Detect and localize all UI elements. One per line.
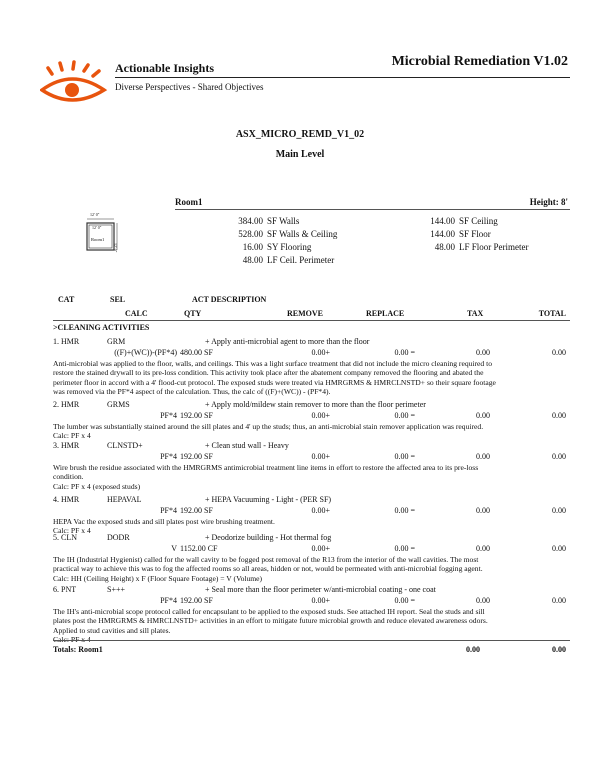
item-remove: 0.00+ [311,348,330,357]
room-divider [175,209,570,210]
item-qty: 192.00 SF [180,411,213,420]
item-qty: 192.00 SF [180,596,213,605]
item-replace: 0.00 = [394,596,415,605]
item-total: 0.00 [552,348,566,357]
item-note-line: Calc: HH (Ceiling Height) x F (Floor Square Footage) = V (Volume) [53,573,263,583]
item-number: 2. HMR [53,400,80,409]
item-total: 0.00 [552,452,566,461]
item-description: + Apply anti-microbial agent to more than the floor [205,337,370,346]
item-total: 0.00 [552,411,566,420]
item-note-line: The IH (Industrial Hygienist) called for the wall cavity to be fogged post removal of the R13 from the interior of the wall cavities. The most [53,555,479,564]
col-header-qty: QTY [184,309,202,318]
company-tagline: Diverse Perspectives - Shared Objectives [115,82,264,92]
item-note-line: condition. [53,472,84,482]
item-number: 6. PNT [53,585,77,594]
item-replace: 0.00 = [394,506,415,515]
item-total: 0.00 [552,544,566,553]
item-number: 4. HMR [53,495,80,504]
item-description: + Apply mold/mildew stain remover to more than the floor perimeter [205,400,426,409]
item-number: 5. CLN [53,533,77,542]
item-replace: 0.00 = [394,411,415,420]
item-note-line: Calc: PF x 4 [53,526,91,536]
stat-unit: LF Ceil. Perimeter [267,255,335,265]
item-qty: 480.00 SF [180,348,213,357]
item-note-line: plates post the HMRGRMS & HMRCLNSTD+ activities in an effort to mitigate future microbial growth and reduce elevated awareness odors. [53,616,488,626]
item-replace: 0.00 = [394,452,415,461]
section-title: >CLEANING ACTIVITIES [53,323,150,332]
item-remove: 0.00+ [311,452,330,461]
col-header-calc: CALC [125,309,148,318]
item-description: + Deodorize building - Hot thermal fog [205,533,332,542]
header-divider [115,77,570,78]
totals-total: 0.00 [552,645,566,654]
item-remove: 0.00+ [311,544,330,553]
item-calc: PF*4 [160,596,177,605]
company-logo [40,60,108,108]
item-total: 0.00 [552,596,566,605]
column-header-divider [53,320,570,321]
stat-unit: SY Flooring [267,242,312,252]
stat-unit: SF Walls [267,216,300,226]
item-number: 1. HMR [53,337,80,346]
item-note-line: was removed via the PF*4 aspect of the calculation. Thus, the calc of ((F)+(WC)) - (PF*4). [53,387,331,397]
stat-value: 144.00 [430,216,455,226]
item-calc: PF*4 [160,506,177,515]
item-selector: GRMS [107,400,130,409]
col-header-cat: CAT [58,295,75,304]
stat-unit: SF Ceiling [459,216,498,226]
item-remove: 0.00+ [311,411,330,420]
stat-value: 528.00 [238,229,263,239]
item-calc: PF*4 [160,452,177,461]
stat-value: 16.00 [242,242,263,252]
item-selector: HEPAVAL [107,495,142,504]
estimate-name: ASX_MICRO_REMD_V1_02 [235,129,365,140]
item-remove: 0.00+ [311,506,330,515]
item-calc: ((F)+(WC))-(PF*4) [114,348,177,357]
item-remove: 0.00+ [311,596,330,605]
item-tax: 0.00 [476,544,490,553]
col-header-act-desc: ACT DESCRIPTION [192,295,267,304]
item-tax: 0.00 [476,411,490,420]
item-total: 0.00 [552,506,566,515]
col-header-sel: SEL [110,295,126,304]
item-tax: 0.00 [476,452,490,461]
item-description: + Seal more than the floor perimeter w/anti-microbial coating - one coat [205,585,436,594]
stat-unit: LF Floor Perimeter [459,242,529,252]
item-note-line: Calc: PF x 4 (exposed studs) [53,481,141,491]
item-tax: 0.00 [476,596,490,605]
item-selector: CLNSTD+ [107,441,143,450]
item-description: + HEPA Vacuuming - Light - (PER SF) [205,495,332,504]
totals-divider [53,640,570,641]
company-name: Actionable Insights [115,61,215,75]
sketch-room-label: Room1 [91,237,105,242]
item-note-line: The lumber was substantially stained around the sill plates and 4' up the studs; thus, an anti-microbial stain remover application was required. [53,422,484,431]
room-stats-right [395,216,575,255]
sketch-width-label: 12' 0" [90,212,100,217]
stat-unit: SF Walls & Ceiling [267,229,338,239]
room-name: Room1 [175,197,203,207]
item-selector: DODR [107,533,130,542]
item-calc: V [171,544,177,553]
room-stats-left [200,216,400,268]
stat-value: 48.00 [434,242,455,252]
col-header-total: TOTAL [538,309,566,318]
eye-logo-icon [40,60,108,108]
room-height: Height: 8' [529,197,568,207]
item-note-line: Calc: PF x 4 [53,635,91,645]
item-tax: 0.00 [476,348,490,357]
stat-value: 384.00 [238,216,263,226]
col-header-replace: REPLACE [366,309,405,318]
totals-tax: 0.00 [466,645,480,654]
item-description: + Clean stud wall - Heavy [205,441,289,450]
sketch-inner-width-label: 12' 0" [92,225,102,230]
item-note-line: Anti-microbial was applied to the floor, walls, and ceilings. This was a light surface treatment that did not include the micro cleaning required to [53,359,493,368]
col-header-tax: TAX [467,309,484,318]
item-qty: 192.00 SF [180,452,213,461]
item-calc: PF*4 [160,411,177,420]
item-note-line: practical way to achieve this was to fog the affected rooms so all areas, hidden or not, would be permeated with anti-microbial fogging agent. [53,564,483,574]
item-note-line: restore the stained drywall to its pre-loss condition. This activity took place after the abatement company removed the flooring and abated the [53,368,484,378]
stat-unit: SF Floor [459,229,491,239]
totals-label: Totals: Room1 [53,645,103,654]
item-note-line: perimeter floor in accord with a 4' flood-cut protocol. The exposed studs were treated via HMRGRMS & HMRCLNSTD+ so their square footage [53,377,496,387]
item-qty: 192.00 SF [180,506,213,515]
item-note-line: Applied to stud cavities and sill plates. [53,625,171,635]
item-note-line: Calc: PF x 4 [53,431,91,441]
document-title: Microbial Remediation V1.02 [391,54,568,69]
item-number: 3. HMR [53,441,80,450]
item-replace: 0.00 = [394,348,415,357]
stat-value: 48.00 [242,255,263,265]
item-note-line: The IH's anti-microbial scope protocol called for encapsulant to be applied to the exposed studs. See attached IH report. Seal the studs and sill [53,607,485,616]
item-tax: 0.00 [476,506,490,515]
item-selector: GRM [107,337,126,346]
level-name: Main Level [275,149,325,160]
item-note-line: HEPA Vac the exposed studs and sill plates post wire brushing treatment. [53,517,275,526]
item-qty: 1152.00 CF [180,544,218,553]
stat-value: 144.00 [430,229,455,239]
sketch-depth-label: 12' 0" [113,243,118,253]
item-replace: 0.00 = [394,544,415,553]
item-note-line: Wire brush the residue associated with the HMRGRMS antimicrobial treatment line items in effort to restore the affected area to its pre-loss [53,463,479,472]
col-header-remove: REMOVE [287,309,323,318]
item-selector: S+++ [107,585,125,594]
